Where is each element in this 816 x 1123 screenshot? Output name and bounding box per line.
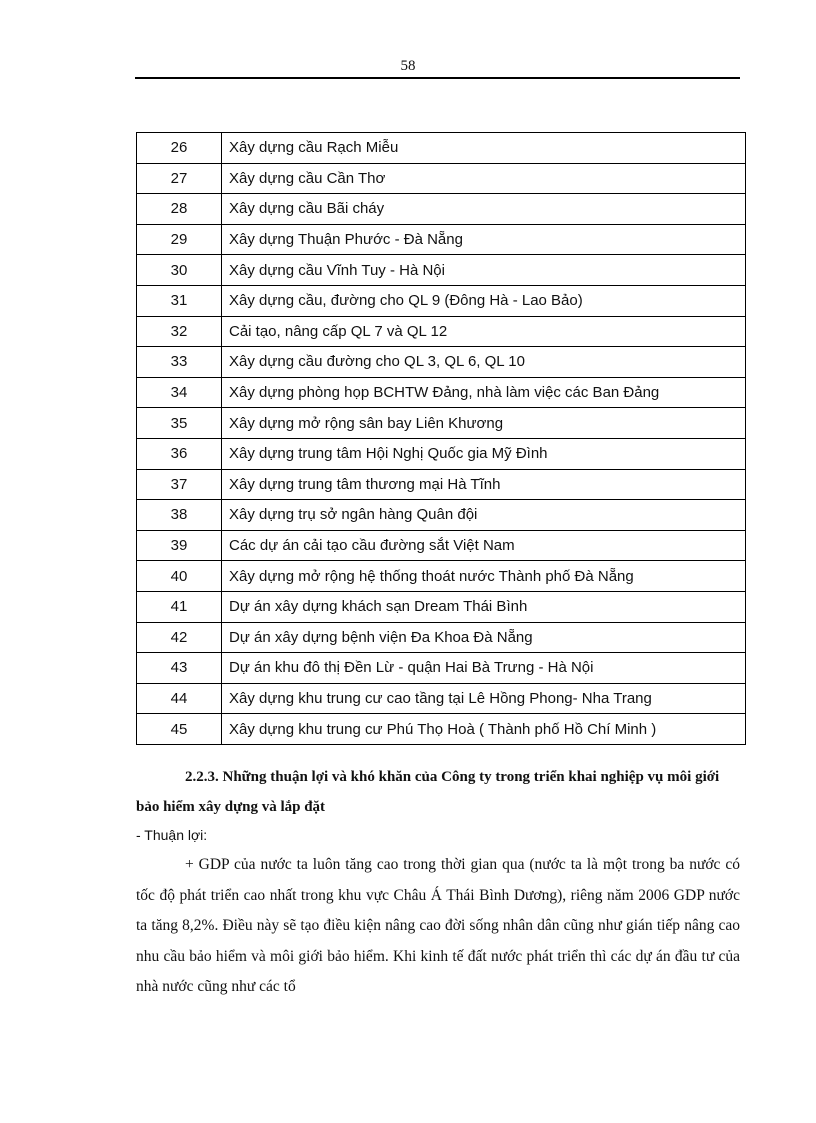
project-name: Xây dựng trụ sở ngân hàng Quân đội <box>222 500 746 531</box>
table-row <box>137 530 746 561</box>
table-row <box>137 377 746 408</box>
row-number: 39 <box>137 530 222 561</box>
project-name: Xây dựng khu trung cư cao tầng tại Lê Hồng Phong- Nha Trang <box>222 683 746 714</box>
project-name: Xây dựng cầu Cần Thơ <box>222 163 746 194</box>
table-row <box>137 438 746 469</box>
project-name: Dự án xây dựng bệnh viện Đa Khoa Đà Nẵng <box>222 622 746 653</box>
project-name: Xây dựng cầu Bãi cháy <box>222 194 746 225</box>
table-row <box>137 561 746 592</box>
page-number: 58 <box>400 58 416 74</box>
table-row <box>137 285 746 316</box>
table-row <box>137 163 746 194</box>
table-row <box>137 255 746 286</box>
row-number: 34 <box>137 377 222 408</box>
project-name: Xây dựng cầu Vĩnh Tuy - Hà Nội <box>222 255 746 286</box>
project-name: Cải tạo, nâng cấp QL 7 và QL 12 <box>222 316 746 347</box>
row-number: 40 <box>137 561 222 592</box>
row-number: 32 <box>137 316 222 347</box>
project-name: Dự án khu đô thị Đền Lừ - quận Hai Bà Trưng - Hà Nội <box>222 653 746 684</box>
projects-table <box>136 132 746 745</box>
table-row <box>137 194 746 225</box>
table-row <box>137 347 746 378</box>
project-name: Dự án xây dựng khách sạn Dream Thái Bình <box>222 591 746 622</box>
row-number: 42 <box>137 622 222 653</box>
row-number: 38 <box>137 500 222 531</box>
project-name: Xây dựng trung tâm thương mại Hà Tĩnh <box>222 469 746 500</box>
row-number: 31 <box>137 285 222 316</box>
row-number: 29 <box>137 224 222 255</box>
project-name: Xây dựng khu trung cư Phú Thọ Hoà ( Thành phố Hồ Chí Minh ) <box>222 714 746 745</box>
advantages-label: - Thuận lợi: <box>136 827 208 843</box>
table-row <box>137 224 746 255</box>
project-name: Xây dựng cầu, đường cho QL 9 (Đông Hà - Lao Bảo) <box>222 285 746 316</box>
project-name: Xây dựng cầu đường cho QL 3, QL 6, QL 10 <box>222 347 746 378</box>
section-heading: 2.2.3. Những thuận lợi và khó khăn của Công ty trong triển khai nghiệp vụ môi giới bảo hiểm xây dựng và lắp đặt <box>136 769 720 815</box>
project-name: Xây dựng phòng họp BCHTW Đảng, nhà làm việc các Ban Đảng <box>222 377 746 408</box>
project-name: Xây dựng mở rộng hệ thống thoát nước Thành phố Đà Nẵng <box>222 561 746 592</box>
project-name: Các dự án cải tạo cầu đường sắt Việt Nam <box>222 530 746 561</box>
row-number: 36 <box>137 438 222 469</box>
row-number: 45 <box>137 714 222 745</box>
table-row <box>137 408 746 439</box>
row-number: 43 <box>137 653 222 684</box>
row-number: 44 <box>137 683 222 714</box>
project-name: Xây dựng trung tâm Hội Nghị Quốc gia Mỹ Đình <box>222 438 746 469</box>
row-number: 37 <box>137 469 222 500</box>
table-row <box>137 133 746 164</box>
projects-table-body <box>137 133 746 745</box>
row-number: 26 <box>137 133 222 164</box>
row-number: 30 <box>137 255 222 286</box>
project-name: Xây dựng mở rộng sân bay Liên Khương <box>222 408 746 439</box>
row-number: 35 <box>137 408 222 439</box>
table-row <box>137 683 746 714</box>
header-rule <box>135 77 740 79</box>
row-number: 33 <box>137 347 222 378</box>
project-name: Xây dựng Thuận Phước - Đà Nẵng <box>222 224 746 255</box>
table-row <box>137 653 746 684</box>
table-row <box>137 500 746 531</box>
body-paragraph: + GDP của nước ta luôn tăng cao trong thời gian qua (nước ta là một trong ba nước có tốc độ phát triển cao nhất trong khu vực Châu Á Thái Bình Dương), riêng năm 2006 GDP nước ta tăng 8,2%. Điều này sẽ tạo điều kiện nâng cao đời sống nhân dân cũng như gián tiếp nâng cao nhu cầu bảo hiểm và môi giới bảo hiểm. Khi kinh tế đất nước phát triển thì các dự án đầu tư của nhà nước cũng như các tổ <box>136 856 740 995</box>
table-row <box>137 622 746 653</box>
table-row <box>137 714 746 745</box>
row-number: 28 <box>137 194 222 225</box>
table-row <box>137 591 746 622</box>
table-row <box>137 316 746 347</box>
row-number: 27 <box>137 163 222 194</box>
project-name: Xây dựng cầu Rạch Miễu <box>222 133 746 164</box>
row-number: 41 <box>137 591 222 622</box>
table-row <box>137 469 746 500</box>
